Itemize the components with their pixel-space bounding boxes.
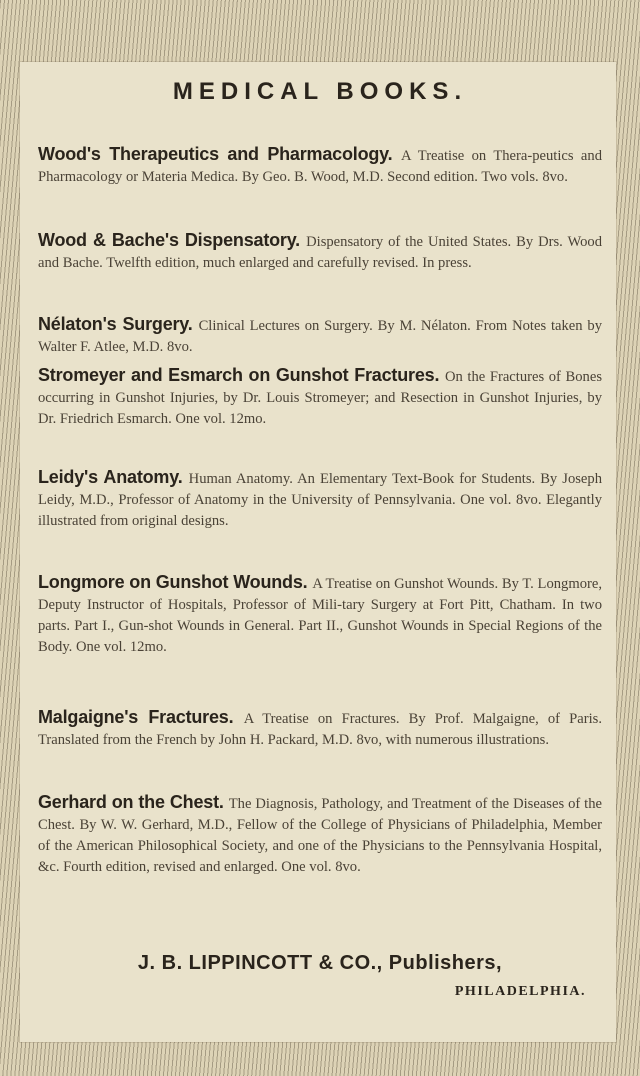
book-description: Dispensatory of the United States. By Drs. Wood and Bache. Twelfth edition, much enlarged and carefully revised. In press. [38,234,602,271]
book-entry-malgaigne-fractures [38,707,602,751]
book-title: Nélaton's Surgery. [38,314,199,334]
book-description: On the Fractures of Bones occurring in Gunshot Injuries, by Dr. Louis Stromeyer; and Resection in Gunshot Injuries, by Dr. Friedrich Esmarch. One vol. 12mo. [38,369,602,427]
book-title: Malgaigne's Fractures. [38,707,244,727]
publisher-name: J. B. LIPPINCOTT & CO., Publishers, [137,952,503,974]
book-entry-nelaton-surgery [38,314,602,358]
book-title: Gerhard on the Chest. [38,792,229,812]
book-title: Stromeyer and Esmarch on Gunshot Fractures. [38,365,445,385]
book-entry-leidy-anatomy [38,467,602,532]
book-entry-longmore-wounds [38,572,602,658]
book-description: Clinical Lectures on Surgery. By M. Nélaton. From Notes taken by Walter F. Atlee, M.D. 8vo. [38,318,602,355]
publisher-block [38,952,602,999]
book-description: The Diagnosis, Pathology, and Treatment of the Diseases of the Chest. By W. W. Gerhard, M.D., Fellow of the College of Physicians of Philadelphia, Member of the American Philosophical Society, and one of the Physicians to the Pennsylvania Hospital, &c. Fourth edition, revised and enlarged. One vol. 8vo. [38,796,602,875]
book-entry-dispensatory [38,230,602,274]
book-entry-woods-therapeutics [38,144,602,188]
book-description: A Treatise on Gunshot Wounds. By T. Longmore, Deputy Instructor of Hospitals, Professor of Mili-tary Surgery at Fort Pitt, Chatham. In two parts. Part I., Gun-shot Wounds in General. Part II., Gunshot Wounds in Special Regions of the Body. One vol. 12mo. [38,576,602,655]
book-title: Wood's Therapeutics and Pharmacology. [38,144,401,164]
book-description: A Treatise on Thera-peutics and Pharmacology or Materia Medica. By Geo. B. Wood, M.D. Second edition. Two vols. 8vo. [38,148,602,185]
page-title: MEDICAL BOOKS. [172,78,468,105]
publisher-city: PHILADELPHIA. [454,984,586,999]
book-title: Longmore on Gunshot Wounds. [38,572,313,592]
book-entry-gerhard-chest [38,792,602,878]
advertisement-panel [20,62,616,1042]
book-title: Leidy's Anatomy. [38,467,189,487]
advertisement-content [38,62,602,1042]
book-description: A Treatise on Fractures. By Prof. Malgaigne, of Paris. Translated from the French by John H. Packard, M.D. 8vo, with numerous illustrations. [38,711,602,748]
book-entry-stromeyer-esmarch [38,365,602,430]
book-description: Human Anatomy. An Elementary Text-Book for Students. By Joseph Leidy, M.D., Professor of Anatomy in the University of Pennsylvania. One vol. 8vo. Elegantly illustrated from original designs. [38,471,602,529]
book-title: Wood & Bache's Dispensatory. [38,230,307,250]
